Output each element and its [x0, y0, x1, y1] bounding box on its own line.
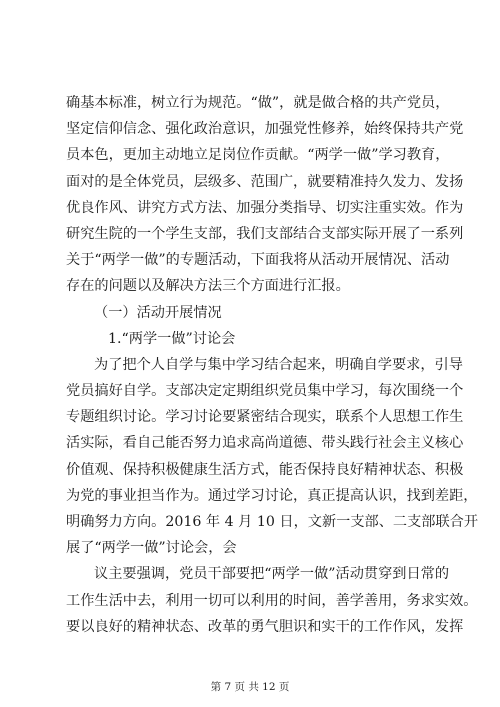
text-line: 要以良好的精神状态、改革的勇气胆识和实干的工作作风，发挥 [66, 618, 464, 635]
text-line: 工作生活中去，利用一切可以利用的时间，善学善用，务求实效。 [66, 592, 478, 609]
text-line: 研究生院的一个学生支部，我们支部结合支部实际开展了一系列 [66, 225, 464, 242]
text-line: 为了把个人自学与集中学习结合起来，明确自学要求，引导 [94, 356, 463, 373]
text-line: 为党的事业担当作为。通过学习讨论，真正提高认识，找到差距， [66, 487, 478, 504]
text-line: 明确努力方向。2016 年 4 月 10 日，文新一支部、二支部联合开 [66, 514, 479, 530]
text-line: 确基本标准，树立行为规范。“做”，就是做合格的共产党员， [66, 95, 450, 111]
text-line: 优良作风、讲究方式方法、加强分类指导、切实注重实效。作为 [66, 199, 464, 216]
text-line: 专题组织讨论。学习讨论要紧密结合现实，联系个人思想工作生 [66, 409, 464, 426]
text-line: 面对的是全体党员，层级多、范围广，就要精准持久发力、发扬 [66, 173, 464, 190]
text-line: 党员搞好自学。支部决定定期组织党员集中学习，每次围绕一个 [66, 383, 464, 400]
text-line: 展了“两学一做”讨论会，会 [66, 540, 237, 557]
text-line: 坚定信仰信念、强化政治意识，加强党性修养，始终保持共产党 [66, 121, 464, 138]
text-line: 存在的问题以及解决方法三个方面进行汇报。 [66, 278, 350, 295]
page-number-footer: 第 7 页 共 12 页 [210, 681, 290, 693]
text-line: 员本色，更加主动地立足岗位作贡献。“两学一做”学习教育， [66, 147, 450, 164]
body-text [66, 90, 479, 640]
text-line: 关于“两学一做”的专题活动，下面我将从活动开展情况、活动 [66, 252, 450, 269]
text-line: 议主要强调，党员干部要把“两学一做”活动贯穿到日常的 [94, 566, 450, 583]
section-heading: （一）活动开展情况 [94, 304, 222, 321]
text-line: 价值观、保持积极健康生活方式，能否保持良好精神状态、积极 [66, 461, 464, 478]
text-line: 活实际，看自己能否努力追求高尚道德、带头践行社会主义核心 [66, 435, 464, 452]
subsection-heading: 1.“两学一做”讨论会 [108, 330, 236, 347]
